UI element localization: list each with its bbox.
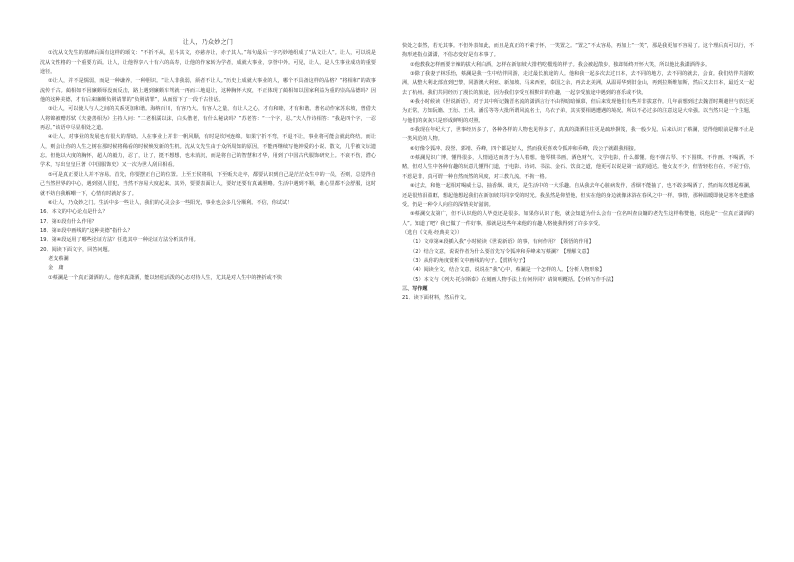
essay-paragraph-4: ④让人，对事业的发展也有很大的帮助。人在事业上并非一帆风顺，有时是坎坷连绵。如果宁折不弯，不退不让，事业将可能会就此终结。而让人，则会让你的人生之树在那时候将稀看的时候焕发新的生机。沈从文先生由于众所周知的原因，不能再继续写他钟爱的小说、散文，几乎被文坛遗忘。但他以大度的胸怀，超人的毅力，忍了，让了，挺不想想，也未消沉，而是将自己的智慧和才华，用到了中国古代服饰研究上。不衰不伤，潜心学术，写出皇皇巨著《中国服饰史》又一次为世人刮目相看。 (40, 134, 376, 169)
essay-paragraph-6: ⑥让人，乃众妙之门。生活中多一些让人，我们的心灵会多一些阳光，事业也会多几分顺利。不信，你试试！ (48, 199, 293, 206)
article-paragraph-9: ⑨蔡澜交友第广，但不认识他的人毕竟还是很多。如果你认识了他，就会知道为什么会有一位名叫查良镛的老先生这样称赞他，说他是“一位真正潇洒的人”。知道了吧？我已做了一件好事，那就是这些年来他的有趣人格使我得到了许多享受。 (402, 211, 754, 227)
question-17: 17．第①段有什么作用？ (40, 218, 97, 225)
article-paragraph-3: ③除了我妻子林乐怡，蔡澜是我一生中结伴同游，走过最长旅途的人。他和我一起多次去过日本，去不同的地方，去不同的就去，会食。我们结伴共游欧洲，从整大利北部直到巴黎，同游澳大利亚、新加坡、马来西亚，泰国之余，再去北美洲，从温哥华到旧金山，再到拉斯维加斯，然后又去日本，最近又一起去了杭州。我们共同经历了漫长的旅途，因为我们享受互相默许的佳趣，一起享受旅途中遇到的喜乐或不快。 (402, 71, 754, 96)
article-paragraph-6: ⑥好像令狐冲、段誉、郭靖、乔峰，四个都是好人，然而我更喜欢令狐冲和乔峰，段公子就跟我相接。 (410, 145, 639, 152)
essay-paragraph-1: ①沈从文先生的墓碑后面有这样的颂文：“不折不从，星斗其文，亦慈亦让，赤子其人。”每句最后一字巧妙地组成了“从文让人”。让人，可以说是沈从文性格的一个重要方面。让人，让他得享八十有六的高寿，让他的作家转为学者，成就大事业，享誉中外。可见，让人，是人生事业成功的重要途径。 (40, 50, 376, 76)
sub-question-5: （5）本文与《列夫·托尔斯泰》在刻画人物手法上有何异同？请简明概括。【分析写作手法】 (410, 276, 617, 283)
question-21: 21．读下面材料，然后作文。 (402, 295, 470, 302)
article-paragraph-5: ⑤我现在年纪大了，世事经历多了，各种各样的人物也见得多了，真真的潇洒往往更是疏珍摒笈，我一般少见。后来认识了蔡澜，觉得他眼前是像不止是一类风范的人物。 (402, 127, 754, 143)
left-column (40, 38, 376, 283)
sub-question-3: （3）从你的角度赏析文中画线的句子。【赏析句子】 (410, 257, 529, 264)
article-paragraph-7: ⑦蔡澜见识广博，懂得很多，人情通达而善于为人着想。他琴棋书画，酒色财气，文学电影，什么都懂。他不弹古琴、不下围棋、不作画、不喝酒，不赌，但对人生中各种有趣的玩意儿懂得门道，于电影、诗词、书法、金石、饮食之道，他更可以说是第一流的通达。他女友不少，但皆轻松自在，不泥于俗，不惹是非，真可谓一种自然而然的风度，对三教九流，不拘一格。 (402, 155, 754, 180)
question-19: 19．第④段运用了哪些论证方法？任选其中一种论证方法分析其作用。 (40, 237, 199, 244)
article-source: （选自《文苑·经典美文》） (402, 229, 463, 236)
section-heading-writing: 三、写作题 (402, 285, 428, 292)
right-column (402, 42, 754, 304)
essay-paragraph-3: ③让人，可以使人与人之间的关系更加和谐。海纳百川，有容乃大。有容人之量，有让人之心，才有和睦，才有和谐。著名动作家苏东坡，曾借夫人将锦被赠苏轼《夫妻善相为》主持人问：“二老相濡以沫，白头偕老，有什么秘诀吗？”苏老答：“一个字，忍。”夫人作诗相答：“我是四个字，一忍再忍。”该语中尽显相处之道。 (40, 106, 376, 132)
question-20: 20．阅读下面文字，回答问题。 (40, 246, 113, 253)
article-title: 老支蔡澜 (48, 255, 69, 262)
article-paragraph-2: ②他教我怎样画要辛辣的拔大利白酒，怎样在新加坡大排档吃榴莲的样子。我会被起散步，独却始终开怀大笑，所以他比我潇洒得多。 (410, 61, 711, 68)
essay-paragraph-2: ②让人，并不是懦弱，而是一种谦养，一种胆识。“让人非我弱，须者不让人。”历史上成就大事业的人，哪个不具备这样的品格？“将相和”的故事流传千古。蔺相如不因廉颇辱没而反击，路上遇到廉颇车驾就一再而三地退让，这种胸怀大度，不正体现了蔺相如以国家利益为重的崇高品德吗？因他的这种美德，才有后来廉颇负荆请罪的“负荆请罪”，从而留下了一段千古佳话。 (40, 78, 376, 104)
article-paragraph-4: ④我小时候读《世说新语》，对于其中所记魏晋名流的潇洒言行不由得暗暗倾慕，但后来发现他们有些并非拔意作。几年前想到过去魏晋时期避世与放达更为正常，方知阮籍、王衍、王戎、潘岳等等大批所谓风流名士，乌衣子弟，其实要相遇遭遇的境况。所以不必过多的注意这是大牵强。以当然只是一个主题，与他们的灰灰只是形成鲜明的对照。 (402, 99, 754, 124)
article-paragraph-8: ⑧过去，和他一起相对喝威士忌，抽香烟、谈天，是生活中的一大乐趣。自从我去年心脏病发作，香烟不能抽了，也不敢多喝酒了，然而每次想起蔡澜，还是很热泪盈眶，想起他想起我们在新加坡共同享受的时光。我虽然是仰望他，但实在他的身边就像沐浴在春风之中一样。事情，那种温暖即使是寒冬也能感受。仍是一种令人向往的深情美好滋润。 (402, 183, 754, 208)
article-author: 金 庸 (48, 265, 64, 272)
essay-paragraph-5: ⑤可是真正要让人并不容易。首先，你要摆正自己的位置。上至王侯将相，下至贩夫走卒，都要认识到自己是茫茫众生中的一员，否则，总觉得自己当然世界的中心，遇到别人冒犯，当然不容易大度起来。其外，要要表面让人，要好还要有真诚胆略。生活中遇到不顺，谁心里都不会舒服，这时就不妨自我解嘲一下，心情有时就好多了。 (40, 171, 376, 197)
sub-question-1: （1）文章第④段插入我“小时候读《世说新语》的事，有何作用？【领悟的作用】 (410, 239, 594, 246)
sub-question-4: （4）阅读全文，结合文意，说说在“我”心中，蔡澜是一个怎样的人。【分析人物形象】 (410, 267, 605, 274)
essay-title: 让人，乃众妙之门 (182, 39, 234, 46)
article-paragraph-1-cont: 快处之泰然，若无其事。不但外表如此，而且是真正的不萦于怀，一笑置之。“置之”不太容易，再加上“一笑”，那是我更加不容易了。这个理后真可以行，不拘形迹指点潇潇，不俗态变好是有本事了。 (402, 43, 754, 59)
question-18: 18．第②段中画线的“这种美德”指什么？ (40, 227, 133, 234)
article-paragraph-1: ①蔡澜是一个真正潇洒的人。他率真潇洒，能以轻松活泼的心态对待人生，尤其是对人生中的挫折或不快 (48, 274, 282, 281)
sub-question-2: （2）结合文意，说说作者为什么要首先写令狐冲和乔峰来写蔡澜？【理解文意】 (410, 248, 592, 255)
question-16: 16．本文的中心论点是什么？ (40, 209, 108, 216)
